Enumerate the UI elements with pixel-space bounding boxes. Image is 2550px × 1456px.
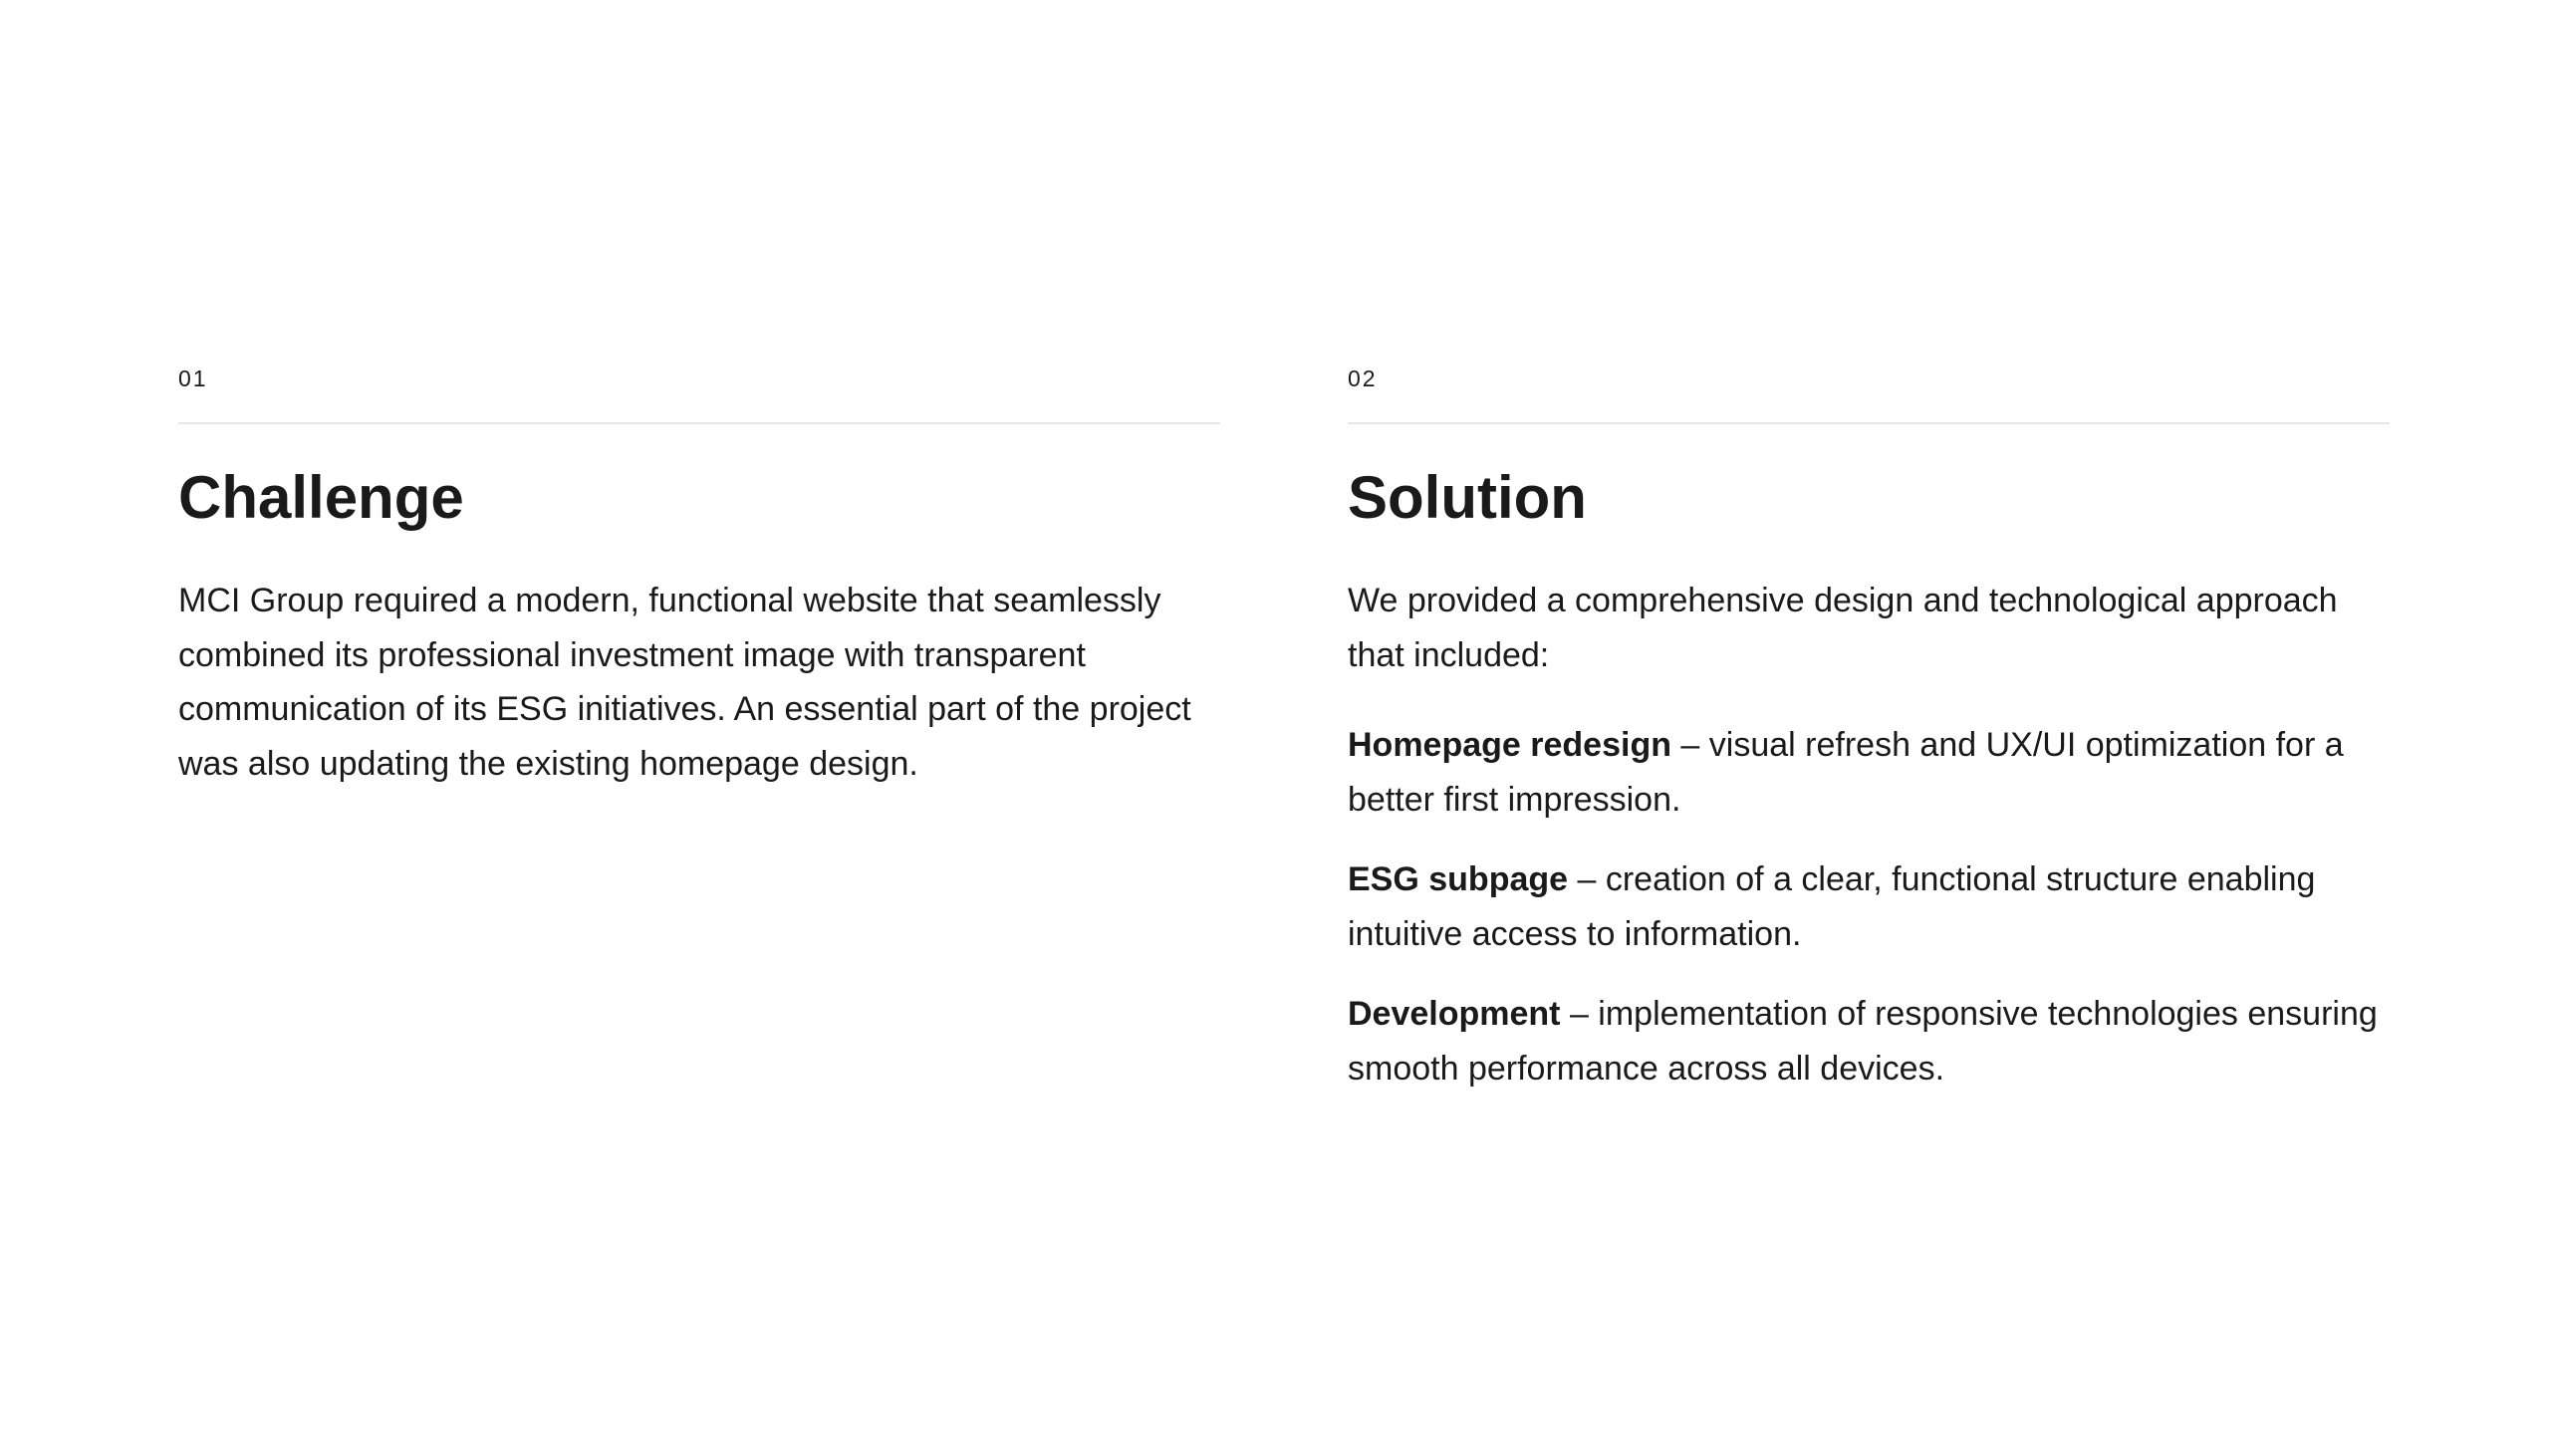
solution-item-term: Homepage redesign [1348, 726, 1671, 764]
solution-item-description: – visual refresh and UX/UI optimization for a better first impression. [1348, 726, 2344, 819]
solution-section [1348, 363, 2390, 1095]
solution-item-development [1348, 987, 2390, 1095]
solution-item-description: – creation of a clear, functional structure enabling intuitive access to information. [1348, 860, 2316, 953]
solution-intro: We provided a comprehensive design and technological approach that included: [1348, 582, 2338, 674]
solution-item-term: ESG subpage [1348, 860, 1569, 898]
challenge-divider [178, 422, 1220, 424]
challenge-section [178, 363, 1220, 1095]
solution-item-description: – implementation of responsive technologies ensuring smooth performance across all devices. [1348, 995, 2378, 1088]
solution-divider [1348, 422, 2390, 424]
challenge-number: 01 [178, 365, 208, 391]
challenge-body: MCI Group required a modern, functional website that seamlessly combined its professional investment image with transparent communication of its ESG initiatives. An essential part of the project was also updating the existing homepage design. [178, 582, 1191, 783]
solution-item-term: Development [1348, 995, 1561, 1033]
solution-item-esg-subpage [1348, 852, 2390, 961]
solution-item-homepage-redesign [1348, 718, 2390, 827]
challenge-title: Challenge [178, 464, 464, 531]
content-columns [178, 363, 2390, 1095]
solution-number: 02 [1348, 365, 1378, 391]
solution-title: Solution [1348, 464, 1587, 531]
